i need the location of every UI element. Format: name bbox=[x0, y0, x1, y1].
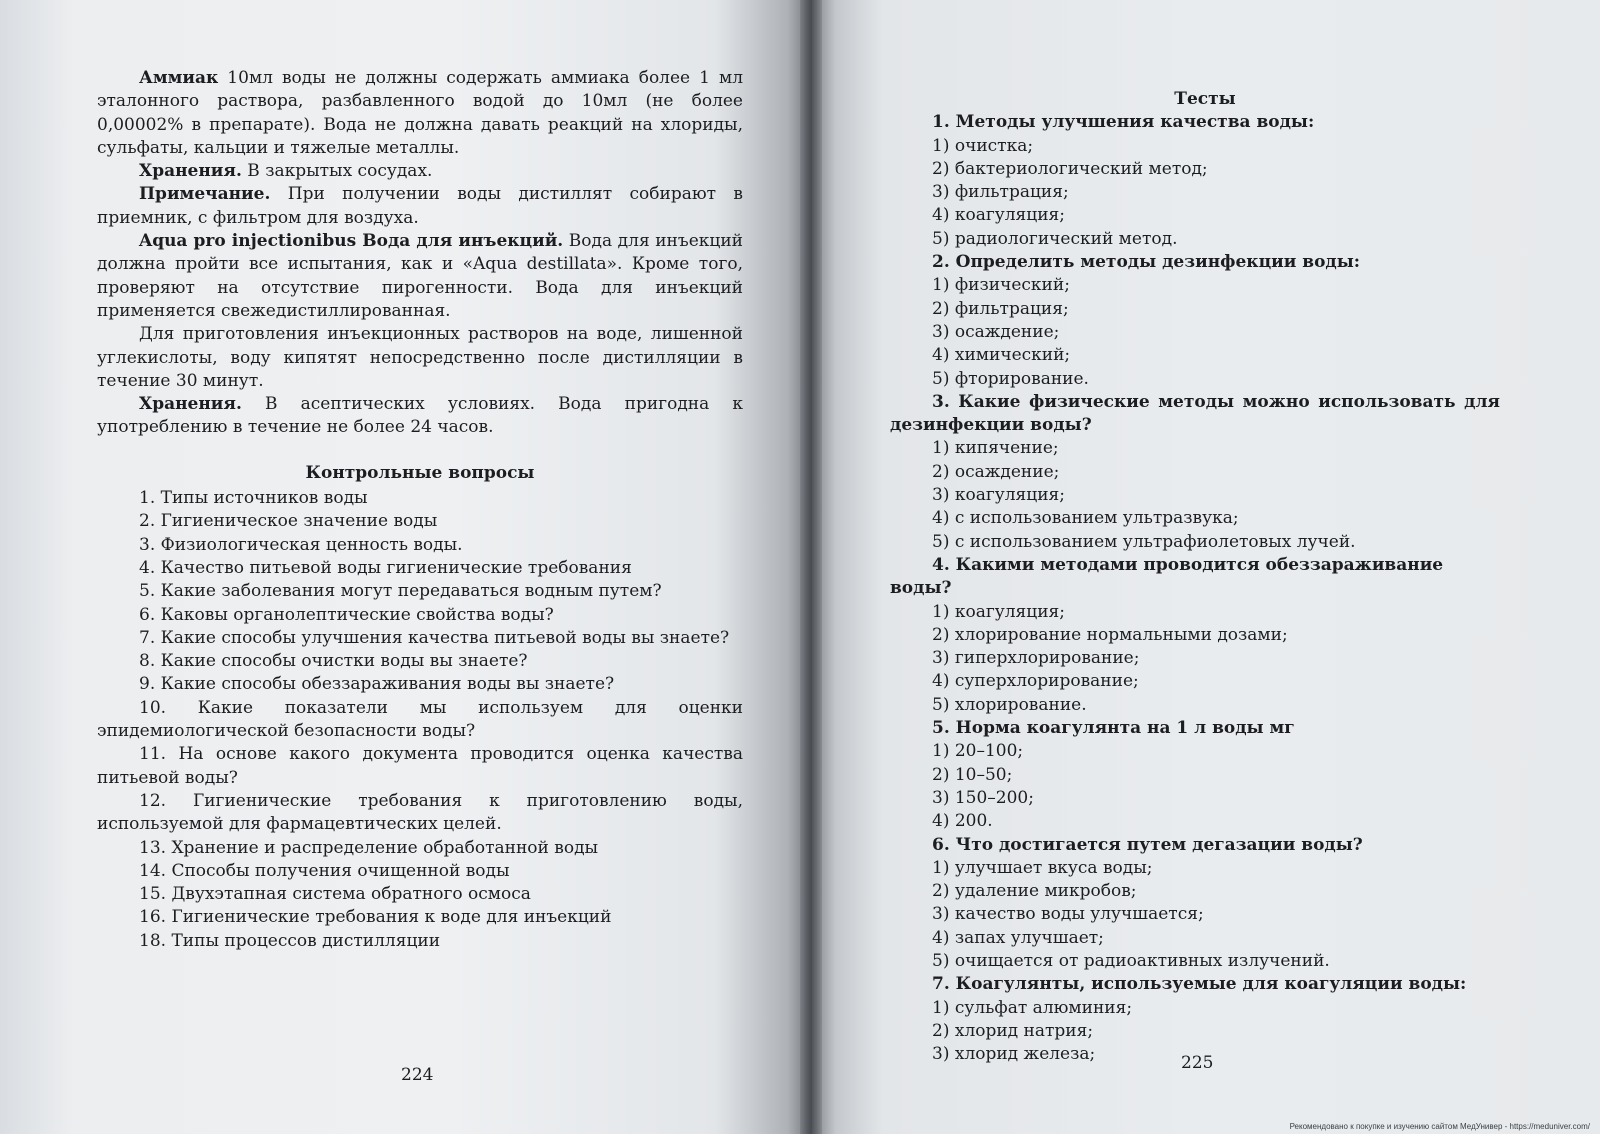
test-answer: 5) радиологический метод. bbox=[932, 228, 1178, 249]
question-item: 10. Какие показатели мы используем для оценки эпидемиологической безопасности воды? bbox=[97, 697, 743, 742]
test-answer: 2) хлорид натрия; bbox=[932, 1020, 1094, 1041]
right-page-text bbox=[890, 88, 1500, 1066]
question-item: 2. Гигиеническое значение воды bbox=[139, 511, 438, 532]
test-answer: 3) коагуляция; bbox=[932, 485, 1065, 506]
test-answer: 3) гиперхлорирование; bbox=[932, 648, 1140, 669]
test-answer: 1) коагуляция; bbox=[932, 601, 1065, 622]
test-question: 2. Определить методы дезинфекции воды: bbox=[932, 252, 1361, 273]
paragraph bbox=[97, 183, 743, 230]
test-answer: 5) фторирование. bbox=[932, 368, 1089, 389]
book-gutter bbox=[800, 0, 822, 1134]
questions-list bbox=[97, 487, 743, 953]
test-answer: 4) коагуляция; bbox=[932, 205, 1065, 226]
question-item: 12. Гигиенические требования к приготовлению воды, используемой для фармацевтических целей. bbox=[97, 790, 743, 835]
question-item: 8. Какие способы очистки воды вы знаете? bbox=[139, 651, 528, 672]
question-item: 3. Физиологическая ценность воды. bbox=[139, 534, 463, 555]
footer-note: Рекомендовано к покупке и изучению сайтом МедУнивер - https://meduniver.com/ bbox=[1289, 1122, 1590, 1131]
question-item: 6. Каковы органолептические свойства воды? bbox=[139, 604, 554, 625]
test-answer: 3) качество воды улучшается; bbox=[932, 904, 1204, 925]
test-answer: 5) очищается от радиоактивных излучений. bbox=[932, 950, 1330, 971]
question-item: 13. Хранение и распределение обработанной воды bbox=[139, 837, 599, 858]
question-item: 18. Типы процессов дистилляции bbox=[139, 930, 441, 951]
paragraph-lead: Аммиак bbox=[139, 68, 219, 88]
question-item: 4. Качество питьевой воды гигиенические требования bbox=[139, 557, 632, 578]
question-item: 16. Гигиенические требования к воде для инъекций bbox=[139, 907, 612, 928]
question-item: 15. Двухэтапная система обратного осмоса bbox=[139, 884, 531, 905]
test-answer: 4) суперхлорирование; bbox=[932, 671, 1139, 692]
test-answer: 5) с использованием ультрафиолетовых лучей. bbox=[932, 531, 1356, 552]
test-answer: 1) физический; bbox=[932, 275, 1070, 296]
question-item: 9. Какие способы обеззараживания воды вы знаете? bbox=[139, 674, 615, 695]
test-question: 3. Какие физические методы можно использовать для дезинфекции воды? bbox=[890, 391, 1500, 436]
test-answer: 3) осаждение; bbox=[932, 321, 1060, 342]
test-question: 7. Коагулянты, используемые для коагуляции воды: bbox=[932, 974, 1467, 995]
question-item: 1. Типы источников воды bbox=[139, 488, 368, 509]
paragraph-text: Для приготовления инъекционных растворов на воде, лишенной углекислоты, воду кипятят непосредственно после дистилляции в течение 30 минут. bbox=[97, 324, 743, 391]
paragraph bbox=[97, 393, 743, 440]
test-answer: 4) химический; bbox=[932, 345, 1071, 366]
test-question: 6. Что достигается путем дегазации воды? bbox=[932, 834, 1363, 855]
test-answer: 1) улучшает вкуса воды; bbox=[932, 857, 1153, 878]
paragraph bbox=[97, 230, 743, 323]
test-answer: 2) бактериологический метод; bbox=[932, 158, 1208, 179]
paragraph-text: Вода для инъекций должна пройти все испытания, как и «Aqua destillata». Кроме того, проверяют на отсутствие пирогенности. Вода для инъекций применяется свежедистиллированная. bbox=[97, 231, 743, 321]
test-answer: 2) осаждение; bbox=[932, 461, 1060, 482]
left-paragraphs bbox=[97, 67, 743, 440]
question-item: 11. На основе какого документа проводится оценка качества питьевой воды? bbox=[97, 744, 743, 788]
test-question: 5. Норма коагулянта на 1 л воды мг bbox=[932, 718, 1295, 739]
test-question: 1. Методы улучшения качества воды: bbox=[932, 112, 1315, 133]
paragraph-text: При получении воды дистиллят собирают в приемник, с фильтром для воздуха. bbox=[97, 184, 743, 228]
test-answer: 1) кипячение; bbox=[932, 438, 1059, 459]
test-answer: 2) фильтрация; bbox=[932, 298, 1069, 319]
test-question: 4. Какими методами проводится обеззараживание воды? bbox=[890, 554, 1444, 599]
paragraph-text: В закрытых сосудах. bbox=[241, 161, 433, 182]
test-answer: 2) удаление микробов; bbox=[932, 881, 1137, 902]
paragraph-lead: Хранения. bbox=[139, 161, 242, 182]
page-number-right: 225 bbox=[1181, 1053, 1214, 1073]
paragraph-lead: Aqua pro injectionibus Вода для инъекций. bbox=[139, 231, 564, 252]
test-answer: 2) 10–50; bbox=[932, 764, 1013, 785]
test-answer: 3) фильтрация; bbox=[932, 182, 1069, 203]
test-answer: 4) 200. bbox=[932, 811, 993, 832]
test-answer: 1) сульфат алюминия; bbox=[932, 997, 1133, 1018]
page-number-left: 224 bbox=[401, 1065, 434, 1085]
test-answer: 1) очистка; bbox=[932, 135, 1034, 156]
test-answer: 4) запах улучшает; bbox=[932, 927, 1104, 948]
paragraph bbox=[97, 160, 743, 183]
question-item: 5. Какие заболевания могут передаваться водным путем? bbox=[139, 581, 662, 602]
test-answer: 5) хлорирование. bbox=[932, 694, 1087, 715]
paragraph-text: В асептических условиях. Вода пригодна к употреблению в течение не более 24 часов. bbox=[97, 394, 743, 438]
question-item: 7. Какие способы улучшения качества питьевой воды вы знаете? bbox=[139, 627, 730, 648]
test-answer: 1) 20–100; bbox=[932, 741, 1024, 762]
test-answer: 3) 150–200; bbox=[932, 787, 1034, 808]
test-answer: 2) хлорирование нормальными дозами; bbox=[932, 624, 1288, 645]
paragraph bbox=[97, 67, 743, 160]
tests-list bbox=[890, 111, 1500, 1066]
question-item: 14. Способы получения очищенной воды bbox=[139, 860, 510, 881]
questions-heading: Контрольные вопросы bbox=[305, 462, 535, 483]
left-page-text bbox=[97, 67, 743, 953]
test-answer: 3) хлорид железа; bbox=[932, 1044, 1096, 1065]
tests-heading: Тесты bbox=[1174, 89, 1236, 109]
paragraph-text: 10мл воды не должны содержать аммиака более 1 мл эталонного раствора, разбавленного водой до 10мл (не более 0,00002% в препарате). Вода не должна давать реакций на хлориды, сульфаты, кальции и тяжелые металлы. bbox=[97, 68, 743, 158]
paragraph-lead: Примечание. bbox=[139, 184, 271, 205]
paragraph bbox=[97, 323, 743, 393]
test-answer: 4) с использованием ультразвука; bbox=[932, 508, 1239, 529]
paragraph-lead: Хранения. bbox=[139, 394, 242, 415]
